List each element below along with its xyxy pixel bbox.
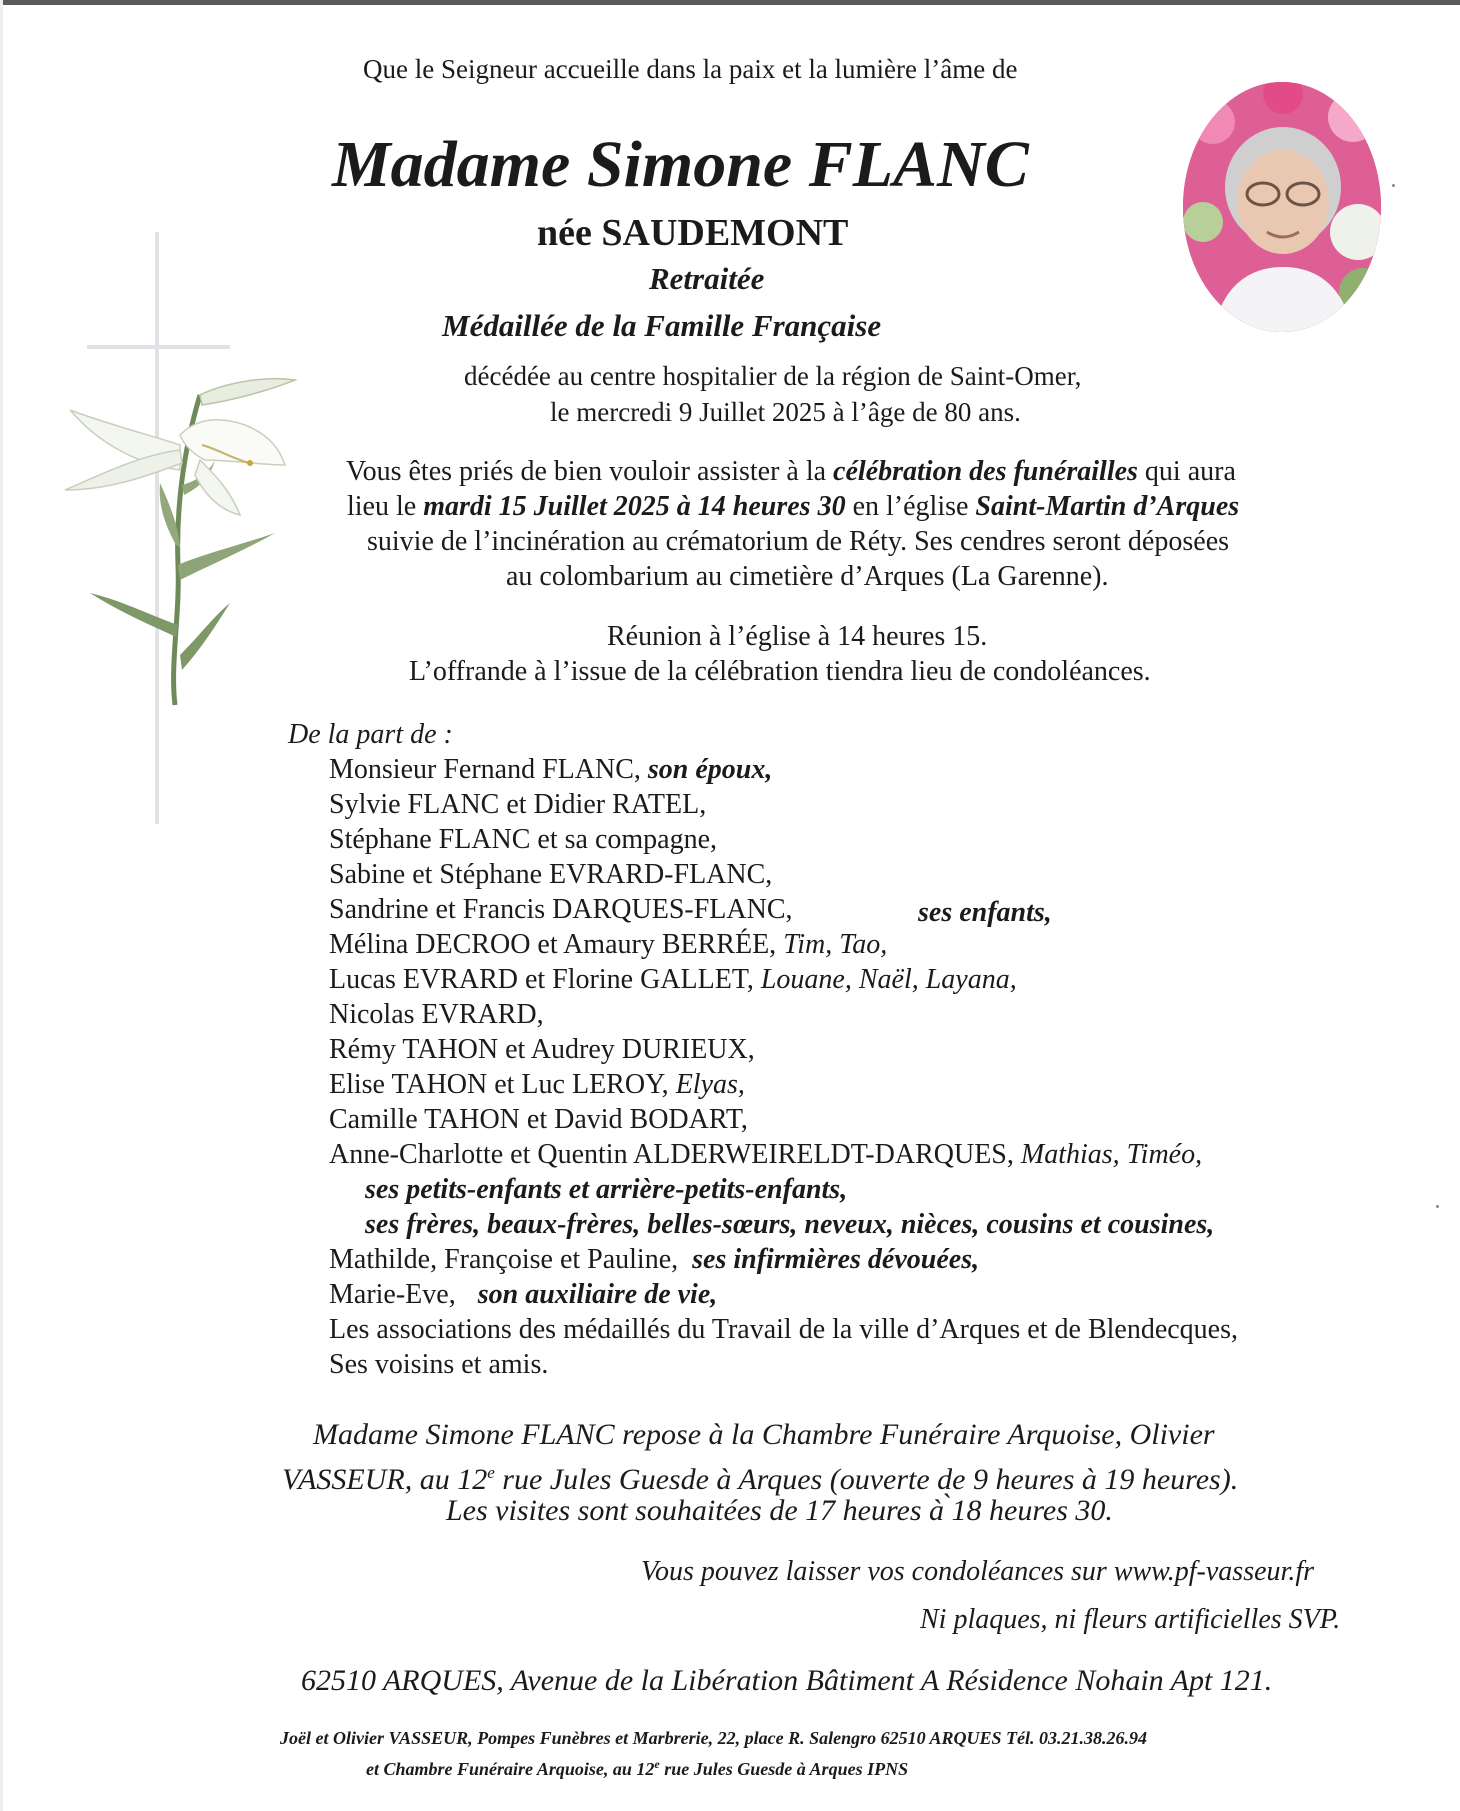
condolences-note: Vous pouvez laisser vos condoléances sur www.pf-vasseur.fr [641,1556,1314,1587]
family-line [329,962,1017,998]
ceremony-line-4: au colombarium au cimetière d’Arques (La Garenne). [506,561,1109,592]
scan-speck [1392,184,1395,187]
footer-text: rue Jules Guesde à Arques IPNS [659,1759,909,1779]
scan-speck [1436,1205,1439,1208]
family-name: Anne-Charlotte et Quentin ALDERWEIRELDT-DARQUES, [329,1139,1021,1170]
rest-text: rue Jules Guesde à Arques (ouverte de 9 heures à 19 heures). [494,1463,1239,1496]
ceremony-emphasis: célébration des funérailles [833,456,1138,487]
ceremony-datetime: mardi 15 Juillet 2025 à 14 heures 30 [423,491,846,522]
ceremony-church: Saint-Martin d’Arques [975,491,1240,522]
family-line [329,752,772,788]
rest-line-3: Les visites sont souhaitées de 17 heures à ̀18 heures 30. [446,1494,1113,1527]
family-line: Sabine et Stéphane EVRARD-FLANC, [329,859,773,890]
aide-name: Marie-Eve, [329,1279,456,1310]
rest-text: VASSEUR, au 12 [282,1463,488,1496]
family-name: Mélina DECROO et Amaury BERRÉE, [329,929,784,960]
opening-line: Que le Seigneur accueille dans la paix et la lumière l’âme de [363,54,1018,84]
no-flowers-note: Ni plaques, ni fleurs artificielles SVP. [920,1604,1341,1635]
family-line [329,1067,745,1103]
family-children: Louane, Naël, Layana, [760,964,1017,995]
aide-line [329,1277,717,1313]
footer-sup: e [654,1757,660,1771]
siblings-line: ses frères, beaux-frères, belles-sœurs, neveux, nièces, cousins et cousines, [365,1209,1215,1240]
ceremony-text: en l’église [845,491,976,522]
ceremony-line-3: suivie de l’incinération au crématorium de Réty. Ses cendres seront déposées [367,526,1230,557]
family-children: Elyas, [675,1069,745,1100]
family-line: Rémy TAHON et Audrey DURIEUX, [329,1034,755,1065]
associations-line: Les associations des médaillés du Travail de la ville d’Arques et de Blendecques, [329,1314,1239,1345]
nurses-line [329,1242,979,1278]
family-role: son époux, [647,754,773,785]
address-line: 62510 ARQUES, Avenue de la Libération Bâtiment A Résidence Nohain Apt 121. [301,1664,1273,1697]
family-heading: De la part de : [288,719,453,750]
family-line: Nicolas EVRARD, [329,999,544,1030]
family-line: Camille TAHON et David BODART, [329,1104,748,1135]
top-border [0,0,1460,5]
cross-horizontal-line [87,345,230,349]
family-line: Sylvie FLANC et Didier RATEL, [329,789,707,820]
family-line: Sandrine et Francis DARQUES-FLANC, [329,894,793,925]
family-children: Tim, Tao, [783,929,888,960]
death-place: décédée au centre hospitalier de la région de Saint-Omer, [464,361,1082,391]
nurses-names: Mathilde, Françoise et Pauline, [329,1244,679,1275]
medal: Médaillée de la Famille Française [442,308,882,343]
rest-line-1: Madame Simone FLANC repose à la Chambre Funéraire Arquoise, Olivier [313,1418,1215,1451]
ceremony-text: lieu le [347,491,424,522]
left-edge [0,0,3,1811]
reunion-line-2: L’offrande à l’issue de la célébration tiendra lieu de condoléances. [409,656,1151,687]
death-date: le mercredi 9 Juillet 2025 à l’âge de 80 ans. [550,397,1021,427]
ceremony-line-2 [347,489,1239,525]
reunion-line-1: Réunion à l’église à 14 heures 15. [607,621,988,652]
ceremony-line-1 [346,454,1236,490]
deceased-name: Madame Simone FLANC [332,128,1029,201]
lily-icon [30,365,310,735]
ceremony-text: Vous êtes priés de bien vouloir assister à la [346,456,834,487]
grandchildren-line: ses petits-enfants et arrière-petits-enfants, [365,1174,848,1205]
footer-line-1: Joël et Olivier VASSEUR, Pompes Funèbres et Marbrerie, 22, place R. Salengro 62510 ARQUES Tél. 03.21.38.26.94 [280,1728,1148,1748]
nurses-role: ses infirmières dévouées, [692,1244,980,1275]
ceremony-text: qui aura [1137,456,1236,487]
family-line [329,1137,1202,1173]
maiden-name: née SAUDEMONT [537,212,849,254]
family-children: Mathias, Timéo, [1020,1139,1203,1170]
family-name: Monsieur Fernand FLANC, [329,754,648,785]
family-name: Elise TAHON et Luc LEROY, [329,1069,676,1100]
rest-sup: e [487,1463,495,1482]
occupation: Retraitée [649,261,765,296]
footer-text: et Chambre Funéraire Arquoise, au 12 [366,1759,655,1779]
aide-role: son auxiliaire de vie, [477,1279,718,1310]
family-name: Lucas EVRARD et Florine GALLET, [329,964,761,995]
neighbours-line: Ses voisins et amis. [329,1349,549,1380]
footer-line-2 [366,1752,908,1781]
portrait-photo [1183,82,1381,332]
children-role: ses enfants, [918,897,1052,928]
family-line [329,927,887,963]
family-line: Stéphane FLANC et sa compagne, [329,824,718,855]
